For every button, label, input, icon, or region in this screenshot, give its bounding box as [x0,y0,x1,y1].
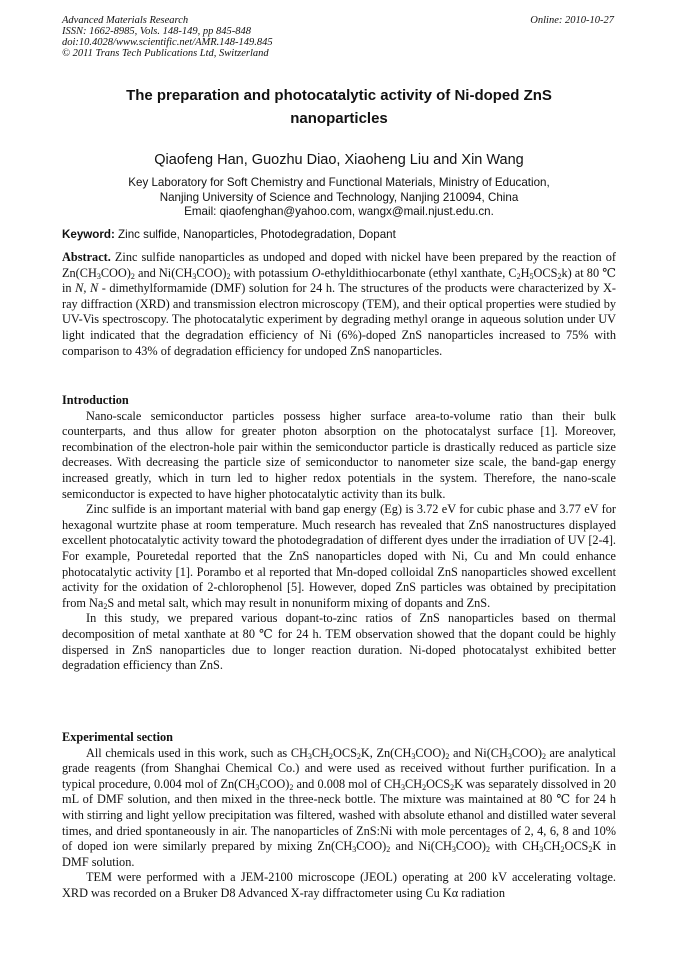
abstract-section [62,250,616,359]
keyword-label: Keyword: [62,228,115,241]
introduction-heading: Introduction [62,393,129,407]
affiliation [62,176,616,220]
keyword-list: Zinc sulfide, Nanoparticles, Photodegradation, Dopant [114,228,396,241]
abstract-paragraph: Abstract. Zinc sulfide nanoparticles as undoped and doped with nickel have been prepared by the reaction of $Zn(CH_3COO)_2$ and $Ni(CH_3COO)_2$ with potassium O-ethyldithiocarbonate (ethyl xanthate, $C_2H_5OCS_2k$) at 80 ℃ in N, N - dimethylformamide (DMF) solution for 24 h. The structures of the products were characterized by X-ray diffraction (XRD) and transmission electron microscopy (TEM), and their optical properties were studied by UV-Vis spectroscopy. The photocatalytic experiment by degrading methyl orange in aqueous solution under UV light indicated that the degradation efficiency of Ni (6%)-doped ZnS nanoparticles increased to 75% with comparison to 43% of degradation efficiency for undoped ZnS nanoparticles. [62,250,616,358]
affiliation-line-2: Nanjing University of Science and Technology, Nanjing 210094, China [159,190,519,204]
experimental-section [62,730,616,902]
contact-email[interactable]: Email: qiaofenghan@yahoo.com, wangx@mail.njust.edu.cn. [184,205,494,218]
experimental-paragraph-1: All chemicals used in this work, such as $CH_3CH_2OCS_2K$, $Zn(CH_3COO)_2$ and $Ni(CH_3COO)_2$ are analytical grade reagents (from Shanghai Chemical Co.) and were used as received without further purification. In a typical procedure, 0.004 mol of $Zn(CH_3COO)_2$ and 0.008 mol of $CH_3CH_2OCS_2K$ was separately dissolved in 20 mL of DMF solution, and then mixed in the three-neck bottle. The mixture was maintained at 80 ℃ for 24 h with stirring and light yellow precipitation was filtered, washed with absolute ethanol and distilled water several times, and dried spontaneously in air. The nanoparticles of ZnS:Ni with mole percentages of 2, 4, 6, 8 and 10% of doped ion were similarly prepared by mixing $Zn(CH_3COO)_2$ and $Ni(CH_3COO)_2$ with $CH_3CH_2OCS_2K$ in DMF solution. [62,745,617,869]
abstract-label: Abstract. [62,250,111,264]
intro-paragraph-3: In this study, we prepared various dopant-to-zinc ratios of ZnS nanoparticles based on thermal decomposition of metal xanthate at 80 ℃ for 24 h. TEM observation showed that the dopant could be highly dispersed in ZnS nanoparticles due to longer reaction duration. Ni-doped photocatalyst exhibited better degradation efficiency than ZnS. [62,611,616,673]
keywords [62,227,616,242]
title-line-2: nanoparticles [290,110,388,127]
journal-header [62,15,273,59]
intro-paragraph-2: Zinc sulfide is an important material with band gap energy (Eg) is 3.72 eV for cubic phase and 3.77 eV for hexagonal wurtzite phase at room temperature. Much research has revealed that ZnS nanostructures displayed excellent photocatalytic activity toward the photodegradation of different dyes under the irradiation of UV [2-4]. For example, Pouretedal reported that the ZnS nanoparticles doped with Ni, Cu and Mn could enhance photocatalytic activity [1]. Porambo et al reported that Mn-doped colloidal ZnS nanoparticles showed excellent activity for the oxidation of 2-chlorophenol [5]. However, doped ZnS particles was obtained by precipitation from $Na_2S$ and metal salt, which may result in nonuniform mixing of dopants and ZnS. [62,502,616,611]
author-list: Qiaofeng Han, Guozhu Diao, Xiaoheng Liu and Xin Wang [154,152,524,168]
introduction-section [62,393,616,674]
experimental-paragraph-2: TEM were performed with a JEM-2100 microscope (JEOL) operating at 200 kV accelerating voltage. XRD was recorded on a Bruker D8 Advanced X-ray diffractometer using Cu Kα radiation [62,870,616,900]
intro-paragraph-1: Nano-scale semiconductor particles possess higher surface area-to-volume ratio than their bulk counterparts, and thus allow for greater photon absorption on the photocatalyst surface [1]. Moreover, recombination of the electron-hole pair within the semiconductor particle is drastically reduced as particle size decreases. With decreasing the particle size of semiconductor to nanometer size scale, the band-gap energy increased greatly, which in turn led to higher redox potentials in the system. Therefore, the nano-scale semiconductor is expected to have higher photocatalytic activity than its bulk. [62,408,616,501]
paper-title [62,84,616,130]
experimental-heading: Experimental section [62,730,173,744]
journal-doi[interactable]: doi:10.4028/www.scientific.net/AMR.148-149.845 [62,37,273,48]
journal-name: Advanced Materials Research [62,15,189,26]
affiliation-line-1: Key Laboratory for Soft Chemistry and Functional Materials, Ministry of Education, [128,176,550,189]
title-line-1: The preparation and photocatalytic activity of Ni-doped ZnS [126,87,552,104]
journal-issn: ISSN: 1662-8985, Vols. 148-149, pp 845-848 [62,26,251,37]
online-date: Online: 2010-10-27 [530,15,614,26]
journal-copyright: © 2011 Trans Tech Publications Ltd, Switzerland [62,48,269,59]
